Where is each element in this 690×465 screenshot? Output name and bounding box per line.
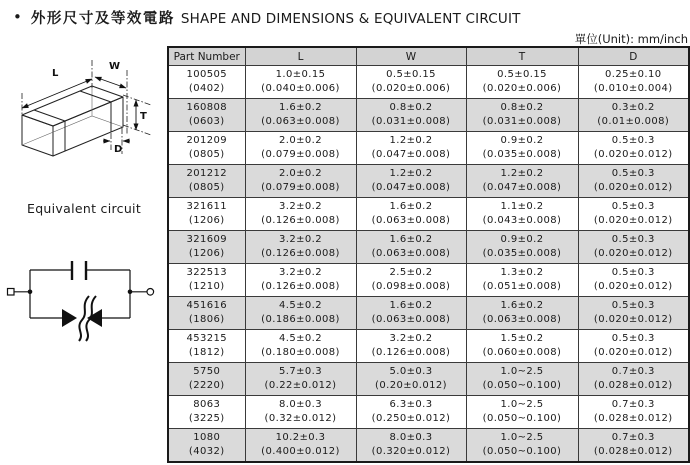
- value-mm: 1.0~2.5: [500, 398, 544, 410]
- circuit-wires: [14, 270, 147, 318]
- dimension-cell: [466, 231, 578, 264]
- value-mm: 3.2±0.2: [279, 233, 322, 245]
- value-inch: (0.031±0.008): [371, 116, 451, 127]
- dimension-cell: [466, 264, 578, 297]
- value-mm: 5750: [193, 365, 221, 377]
- part-number-cell: [168, 363, 245, 396]
- value-mm: 8.0±0.3: [279, 398, 322, 410]
- dimension-cell: [245, 297, 356, 330]
- table-row: [168, 165, 689, 198]
- value-mm: 0.5±0.15: [386, 68, 436, 80]
- value-inch: (0.010±0.004): [593, 83, 673, 94]
- value-inch: (2220): [188, 380, 225, 391]
- part-number-cell: [168, 66, 245, 99]
- part-number-cell: [168, 99, 245, 132]
- dimension-cell: [356, 330, 466, 363]
- value-mm: 1.6±0.2: [389, 233, 433, 245]
- value-mm: 5.0±0.3: [389, 365, 433, 377]
- value-inch: (0.22±0.012): [264, 380, 337, 391]
- value-inch: (0.028±0.012): [593, 380, 673, 391]
- dimension-cell: [245, 132, 356, 165]
- value-inch: (0.031±0.008): [482, 116, 562, 127]
- value-mm: 4.5±0.2: [279, 299, 322, 311]
- value-mm: 0.5±0.3: [611, 233, 655, 245]
- value-mm: 3.2±0.2: [389, 332, 433, 344]
- value-inch: (0.020±0.006): [371, 83, 451, 94]
- left-terminal: [8, 289, 15, 296]
- dimension-cell: [466, 396, 578, 429]
- value-inch: (0.035±0.008): [482, 149, 562, 160]
- value-mm: 0.5±0.3: [611, 200, 655, 212]
- dimension-cell: [356, 198, 466, 231]
- value-mm: 1.2±0.2: [389, 134, 433, 146]
- dimension-cell: [466, 198, 578, 231]
- dim-line-W: [95, 77, 126, 88]
- dimension-cell: [578, 429, 689, 463]
- value-inch: (1806): [188, 314, 225, 325]
- value-inch: (0.320±0.012): [371, 446, 451, 457]
- value-inch: (4032): [188, 446, 225, 457]
- value-mm: 100505: [186, 68, 228, 80]
- value-mm: 6.3±0.3: [389, 398, 433, 410]
- table-row: [168, 231, 689, 264]
- value-mm: 3.2±0.2: [279, 200, 322, 212]
- dimension-cell: [245, 429, 356, 463]
- table-row: [168, 99, 689, 132]
- dimension-cell: [578, 396, 689, 429]
- table-row: [168, 198, 689, 231]
- value-mm: 2.5±0.2: [389, 266, 433, 278]
- dimension-cell: [245, 363, 356, 396]
- dimension-cell: [356, 363, 466, 396]
- value-inch: (0.043±0.008): [482, 215, 562, 226]
- dim-label-W: W: [109, 61, 121, 72]
- value-mm: 0.5±0.3: [611, 134, 655, 146]
- value-mm: 0.3±0.2: [611, 101, 655, 113]
- value-inch: (0.035±0.008): [482, 248, 562, 259]
- table-row: [168, 264, 689, 297]
- dimension-cell: [245, 165, 356, 198]
- value-inch: (0.028±0.012): [593, 446, 673, 457]
- value-inch: (0402): [188, 83, 225, 94]
- value-mm: 0.7±0.3: [611, 365, 655, 377]
- dimension-cell: [578, 264, 689, 297]
- table-row: [168, 429, 689, 463]
- value-mm: 0.9±0.2: [500, 134, 544, 146]
- value-mm: 2.0±0.2: [279, 167, 322, 179]
- dimension-cell: [578, 66, 689, 99]
- value-inch: (0.079±0.008): [261, 149, 340, 160]
- value-inch: (0.126±0.008): [261, 281, 340, 292]
- value-mm: 451616: [186, 299, 228, 311]
- dimension-cell: [245, 66, 356, 99]
- equivalent-circuit-label: Equivalent circuit: [27, 201, 142, 216]
- part-number-cell: [168, 132, 245, 165]
- value-inch: (0.180±0.008): [261, 347, 340, 358]
- value-inch: (0.050~0.100): [482, 380, 562, 391]
- value-mm: 1.6±0.2: [279, 101, 322, 113]
- part-number-cell: [168, 264, 245, 297]
- value-mm: 322513: [186, 266, 228, 278]
- value-mm: 4.5±0.2: [279, 332, 322, 344]
- bullet-icon: •: [13, 8, 22, 26]
- dim-label-L: L: [52, 68, 59, 79]
- value-inch: (0.400±0.012): [261, 446, 340, 457]
- value-mm: 1.0±0.15: [275, 68, 326, 80]
- value-mm: 5.7±0.3: [279, 365, 322, 377]
- table-header-row: [168, 47, 689, 66]
- dimension-cell: [466, 165, 578, 198]
- section-title: [13, 7, 521, 28]
- value-mm: 1.0~2.5: [500, 365, 544, 377]
- part-number-cell: [168, 231, 245, 264]
- value-inch: (1210): [188, 281, 225, 292]
- dimension-cell: [245, 231, 356, 264]
- chip-hidden-edges: [22, 86, 123, 145]
- dimension-cell: [245, 264, 356, 297]
- value-mm: 1.5±0.2: [500, 332, 544, 344]
- table-row: [168, 363, 689, 396]
- value-mm: 8.0±0.3: [389, 431, 433, 443]
- chip-dimension-figure: [8, 58, 160, 190]
- dimension-cell: [356, 297, 466, 330]
- dimensions-table: [167, 46, 690, 463]
- value-inch: (1206): [188, 248, 225, 259]
- column-header-part-number: Part Number: [168, 47, 245, 66]
- dimension-cell: [356, 231, 466, 264]
- value-mm: 2.0±0.2: [279, 134, 322, 146]
- value-inch: (0.126±0.008): [371, 347, 451, 358]
- varistor-triangle-left: [62, 309, 77, 327]
- value-inch: (0.126±0.008): [261, 215, 340, 226]
- dimension-cell: [356, 132, 466, 165]
- equivalent-circuit-diagram: [5, 250, 165, 345]
- dimension-cell: [578, 297, 689, 330]
- value-mm: 0.5±0.15: [497, 68, 547, 80]
- value-mm: 201209: [186, 134, 228, 146]
- value-mm: 0.9±0.2: [500, 233, 544, 245]
- value-inch: (0805): [188, 149, 225, 160]
- chip-electrode-lines: [34, 91, 111, 151]
- value-inch: (0.20±0.012): [375, 380, 447, 391]
- value-inch: (3225): [188, 413, 225, 424]
- value-inch: (0.050~0.100): [482, 413, 562, 424]
- part-number-cell: [168, 330, 245, 363]
- dimension-cell: [466, 330, 578, 363]
- dim-label-D: D: [114, 144, 123, 155]
- part-number-cell: [168, 165, 245, 198]
- value-inch: (0.063±0.008): [371, 314, 451, 325]
- value-inch: (0.063±0.008): [261, 116, 340, 127]
- dimension-cell: [466, 429, 578, 463]
- junction-dot-left: [28, 290, 33, 295]
- dimension-cell: [356, 99, 466, 132]
- dimension-cell: [578, 198, 689, 231]
- value-inch: (0.250±0.012): [371, 413, 451, 424]
- right-terminal: [147, 289, 154, 296]
- value-mm: 0.7±0.3: [611, 398, 655, 410]
- value-mm: 321611: [186, 200, 228, 212]
- column-header-l: L: [245, 47, 356, 66]
- value-inch: (0.051±0.008): [482, 281, 562, 292]
- value-inch: (0.020±0.012): [593, 149, 673, 160]
- dimension-cell: [466, 132, 578, 165]
- section-title-en: SHAPE AND DIMENSIONS & EQUIVALENT CIRCUIT: [180, 11, 521, 27]
- part-number-cell: [168, 429, 245, 463]
- value-inch: (0.047±0.008): [371, 149, 451, 160]
- value-mm: 0.7±0.3: [611, 431, 655, 443]
- dimension-cell: [356, 66, 466, 99]
- dimension-cell: [245, 330, 356, 363]
- dimension-cell: [356, 264, 466, 297]
- value-mm: 1.1±0.2: [500, 200, 544, 212]
- value-inch: (0.020±0.012): [593, 182, 673, 193]
- value-mm: 1.3±0.2: [500, 266, 544, 278]
- dimension-cell: [466, 66, 578, 99]
- value-inch: (0.020±0.012): [593, 281, 673, 292]
- value-mm: 321609: [186, 233, 228, 245]
- dimension-cell: [245, 198, 356, 231]
- dimension-cell: [578, 99, 689, 132]
- part-number-cell: [168, 396, 245, 429]
- value-mm: 0.5±0.3: [611, 332, 655, 344]
- dimension-cell: [356, 396, 466, 429]
- value-inch: (0.020±0.012): [593, 215, 673, 226]
- value-inch: (0.020±0.012): [593, 314, 673, 325]
- table-row: [168, 132, 689, 165]
- part-number-cell: [168, 198, 245, 231]
- value-mm: 3.2±0.2: [279, 266, 322, 278]
- value-inch: (0.098±0.008): [371, 281, 451, 292]
- value-inch: (0.020±0.012): [593, 347, 673, 358]
- value-inch: (0.047±0.008): [482, 182, 562, 193]
- dimension-cell: [245, 99, 356, 132]
- value-mm: 201212: [186, 167, 228, 179]
- dimension-cell: [578, 231, 689, 264]
- dim-line-L: [22, 79, 92, 108]
- value-inch: (0.047±0.008): [371, 182, 451, 193]
- value-mm: 0.5±0.3: [611, 299, 655, 311]
- table-row: [168, 330, 689, 363]
- value-mm: 1.6±0.2: [389, 299, 433, 311]
- dimension-cell: [466, 363, 578, 396]
- value-inch: (0.063±0.008): [371, 215, 451, 226]
- table-row: [168, 297, 689, 330]
- dimension-cell: [578, 330, 689, 363]
- dimension-cell: [578, 132, 689, 165]
- dimension-cell: [578, 165, 689, 198]
- part-number-cell: [168, 297, 245, 330]
- value-mm: 0.5±0.3: [611, 167, 655, 179]
- value-inch: (0.063±0.008): [482, 314, 562, 325]
- value-inch: (0805): [188, 182, 225, 193]
- chip-front-face: [53, 97, 123, 156]
- value-inch: (0.060±0.008): [482, 347, 562, 358]
- value-mm: 1.2±0.2: [500, 167, 544, 179]
- value-inch: (0.028±0.012): [593, 413, 673, 424]
- dimension-cell: [356, 429, 466, 463]
- junction-dot-right: [128, 290, 133, 295]
- dimension-cell: [356, 165, 466, 198]
- value-mm: 10.2±0.3: [275, 431, 326, 443]
- value-inch: (0.32±0.012): [264, 413, 337, 424]
- column-header-d: D: [578, 47, 689, 66]
- section-title-zh: 外形尺寸及等效電路: [30, 11, 175, 27]
- value-mm: 8063: [193, 398, 221, 410]
- table-row: [168, 396, 689, 429]
- value-inch: (0603): [188, 116, 225, 127]
- value-inch: (0.020±0.006): [482, 83, 562, 94]
- value-mm: 453215: [186, 332, 228, 344]
- value-inch: (0.186±0.008): [261, 314, 340, 325]
- dimension-cell: [466, 297, 578, 330]
- table-row: [168, 66, 689, 99]
- value-mm: 0.8±0.2: [389, 101, 433, 113]
- dimension-cell: [245, 396, 356, 429]
- value-inch: (0.063±0.008): [371, 248, 451, 259]
- value-inch: (1812): [188, 347, 225, 358]
- value-mm: 1.6±0.2: [389, 200, 433, 212]
- value-inch: (0.050~0.100): [482, 446, 562, 457]
- value-mm: 1.2±0.2: [389, 167, 433, 179]
- value-inch: (0.126±0.008): [261, 248, 340, 259]
- column-header-t: T: [466, 47, 578, 66]
- dim-label-T: T: [140, 111, 147, 122]
- value-inch: (0.079±0.008): [261, 182, 340, 193]
- value-mm: 0.8±0.2: [500, 101, 544, 113]
- column-header-w: W: [356, 47, 466, 66]
- value-mm: 1.0~2.5: [500, 431, 544, 443]
- dimension-cell: [578, 363, 689, 396]
- value-inch: (1206): [188, 215, 225, 226]
- unit-label: 單位(Unit): mm/inch: [574, 32, 688, 46]
- value-mm: 0.25±0.10: [604, 68, 662, 80]
- value-mm: 1.6±0.2: [500, 299, 544, 311]
- value-inch: (0.020±0.012): [593, 248, 673, 259]
- value-mm: 1080: [193, 431, 221, 443]
- dimension-cell: [466, 99, 578, 132]
- value-inch: (0.040±0.006): [261, 83, 340, 94]
- chip-end-face: [22, 115, 53, 156]
- value-mm: 0.5±0.3: [611, 266, 655, 278]
- value-inch: (0.01±0.008): [597, 116, 670, 127]
- value-mm: 160808: [186, 101, 228, 113]
